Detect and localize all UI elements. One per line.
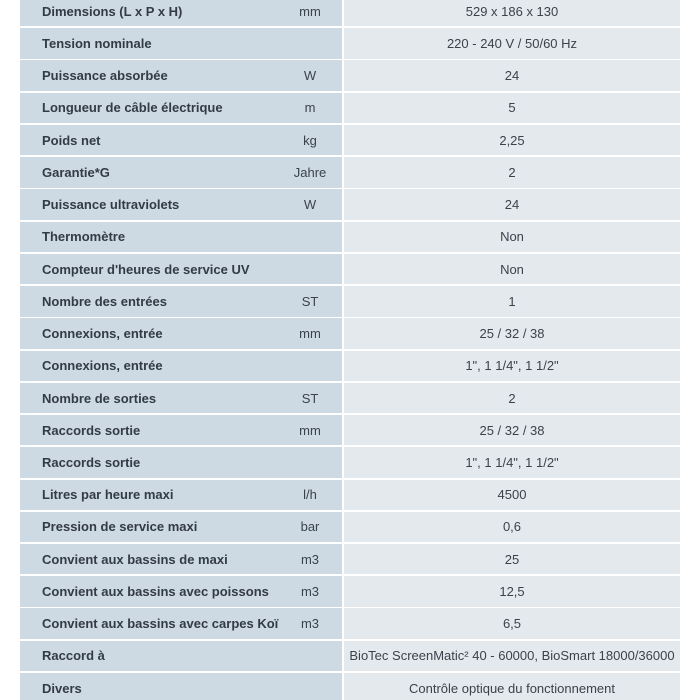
spec-value: 25 / 32 / 38: [479, 326, 545, 342]
spec-label: Thermomètre: [42, 229, 126, 245]
spec-value: 24: [504, 68, 520, 84]
spec-label: Convient aux bassins de maxi: [42, 551, 228, 567]
spec-value-cell: [344, 189, 680, 219]
spec-label-cell: [20, 447, 342, 477]
spec-value: 1", 1 1/4", 1 1/2": [465, 454, 559, 470]
spec-value-cell: [344, 544, 680, 574]
spec-value: 4500: [497, 487, 527, 503]
spec-value-cell: [344, 512, 680, 542]
spec-row: [20, 641, 680, 671]
spec-row: [20, 93, 680, 123]
spec-unit: l/h: [303, 487, 317, 503]
spec-label: Nombre de sorties: [42, 390, 157, 406]
spec-row: [20, 351, 680, 381]
spec-label-cell: [20, 254, 342, 284]
spec-label-cell: [20, 318, 342, 348]
spec-row: [20, 383, 680, 413]
spec-label: Puissance absorbée: [42, 68, 168, 84]
spec-row: [20, 286, 680, 316]
spec-value-cell: [344, 0, 680, 26]
spec-value-cell: [344, 93, 680, 123]
spec-value-cell: [344, 351, 680, 381]
spec-value: 25 / 32 / 38: [479, 422, 545, 438]
spec-label: Nombre des entrées: [42, 293, 167, 309]
spec-label: Compteur d'heures de service UV: [42, 261, 250, 277]
spec-value-cell: [344, 608, 680, 638]
spec-row: [20, 28, 680, 58]
spec-value-cell: [344, 641, 680, 671]
spec-value: 5: [508, 100, 516, 116]
spec-label-cell: [20, 576, 342, 606]
spec-value: Non: [500, 229, 524, 245]
spec-label: Puissance ultraviolets: [42, 197, 180, 213]
spec-value: 1", 1 1/4", 1 1/2": [465, 358, 559, 374]
spec-label-cell: [20, 641, 342, 671]
spec-label: Pression de service maxi: [42, 519, 198, 535]
spec-value: 2: [508, 390, 516, 406]
spec-label-cell: [20, 512, 342, 542]
spec-label: Convient aux bassins avec poissons: [42, 583, 269, 599]
spec-label-cell: [20, 383, 342, 413]
spec-label-cell: [20, 222, 342, 252]
spec-unit: ST: [301, 390, 319, 406]
spec-row: [20, 60, 680, 90]
spec-row: [20, 157, 680, 187]
spec-row: [20, 544, 680, 574]
spec-value-cell: [344, 254, 680, 284]
spec-label: Poids net: [42, 132, 101, 148]
spec-label: Raccords sortie: [42, 422, 141, 438]
spec-unit: mm: [299, 3, 321, 19]
spec-label-cell: [20, 286, 342, 316]
spec-value: 6,5: [502, 616, 522, 632]
spec-value-cell: [344, 318, 680, 348]
spec-unit: m3: [300, 616, 320, 632]
spec-value: 1: [508, 293, 516, 309]
spec-label: Convient aux bassins avec carpes Koï: [42, 616, 279, 632]
spec-row: [20, 447, 680, 477]
spec-label-cell: [20, 0, 342, 26]
spec-value-cell: [344, 60, 680, 90]
spec-unit: kg: [303, 132, 317, 148]
spec-unit: Jahre: [293, 164, 327, 180]
spec-label: Garantie*G: [42, 164, 110, 180]
spec-label: Connexions, entrée: [42, 326, 163, 342]
spec-label: Raccords sortie: [42, 454, 141, 470]
spec-value: 24: [504, 197, 520, 213]
spec-label-cell: [20, 415, 342, 445]
spec-label-cell: [20, 480, 342, 510]
spec-row: [20, 415, 680, 445]
spec-value: Contrôle optique du fonctionnement: [409, 680, 615, 696]
spec-label-cell: [20, 544, 342, 574]
spec-unit: mm: [299, 422, 321, 438]
spec-value-cell: [344, 383, 680, 413]
spec-value: 529 x 186 x 130: [465, 3, 559, 19]
spec-value-cell: [344, 447, 680, 477]
spec-row: [20, 125, 680, 155]
spec-label-cell: [20, 673, 342, 700]
spec-value-cell: [344, 480, 680, 510]
spec-value-cell: [344, 673, 680, 700]
spec-value: 220 - 240 V / 50/60 Hz: [446, 35, 578, 51]
spec-value: 2,25: [499, 132, 525, 148]
spec-label: Raccord à: [42, 648, 105, 664]
spec-label-cell: [20, 608, 342, 638]
spec-value-cell: [344, 415, 680, 445]
spec-label-cell: [20, 157, 342, 187]
spec-value-cell: [344, 28, 680, 58]
spec-label-cell: [20, 189, 342, 219]
spec-label: Connexions, entrée: [42, 358, 163, 374]
spec-row: [20, 512, 680, 542]
spec-row: [20, 608, 680, 638]
spec-value: Non: [500, 261, 524, 277]
spec-value: BioTec ScreenMatic² 40 - 60000, BioSmart 18000/36000: [349, 648, 675, 664]
spec-row: [20, 480, 680, 510]
spec-label-cell: [20, 60, 342, 90]
spec-label: Litres par heure maxi: [42, 487, 174, 503]
spec-unit: mm: [299, 326, 321, 342]
spec-table: [20, 0, 680, 700]
spec-label-cell: [20, 93, 342, 123]
spec-unit: bar: [300, 519, 320, 535]
spec-row: [20, 318, 680, 348]
spec-row: [20, 673, 680, 700]
spec-value-cell: [344, 576, 680, 606]
spec-label: Dimensions (L x P x H): [42, 3, 183, 19]
spec-row: [20, 576, 680, 606]
spec-label: Tension nominale: [42, 35, 152, 51]
spec-value-cell: [344, 286, 680, 316]
spec-row: [20, 189, 680, 219]
spec-unit: W: [303, 197, 317, 213]
spec-unit: m3: [300, 583, 320, 599]
spec-unit: m: [304, 100, 316, 116]
spec-label-cell: [20, 351, 342, 381]
spec-label: Longueur de câble électrique: [42, 100, 223, 116]
spec-label-cell: [20, 125, 342, 155]
spec-value: 2: [508, 164, 516, 180]
spec-value: 0,6: [502, 519, 522, 535]
spec-unit: W: [303, 68, 317, 84]
spec-value: 25: [504, 551, 520, 567]
spec-value-cell: [344, 125, 680, 155]
spec-unit: ST: [301, 293, 319, 309]
spec-value-cell: [344, 222, 680, 252]
spec-row: [20, 0, 680, 26]
spec-value-cell: [344, 157, 680, 187]
spec-label: Divers: [42, 680, 82, 696]
spec-row: [20, 254, 680, 284]
spec-label-cell: [20, 28, 342, 58]
spec-value: 12,5: [499, 583, 525, 599]
spec-row: [20, 222, 680, 252]
spec-unit: m3: [300, 551, 320, 567]
